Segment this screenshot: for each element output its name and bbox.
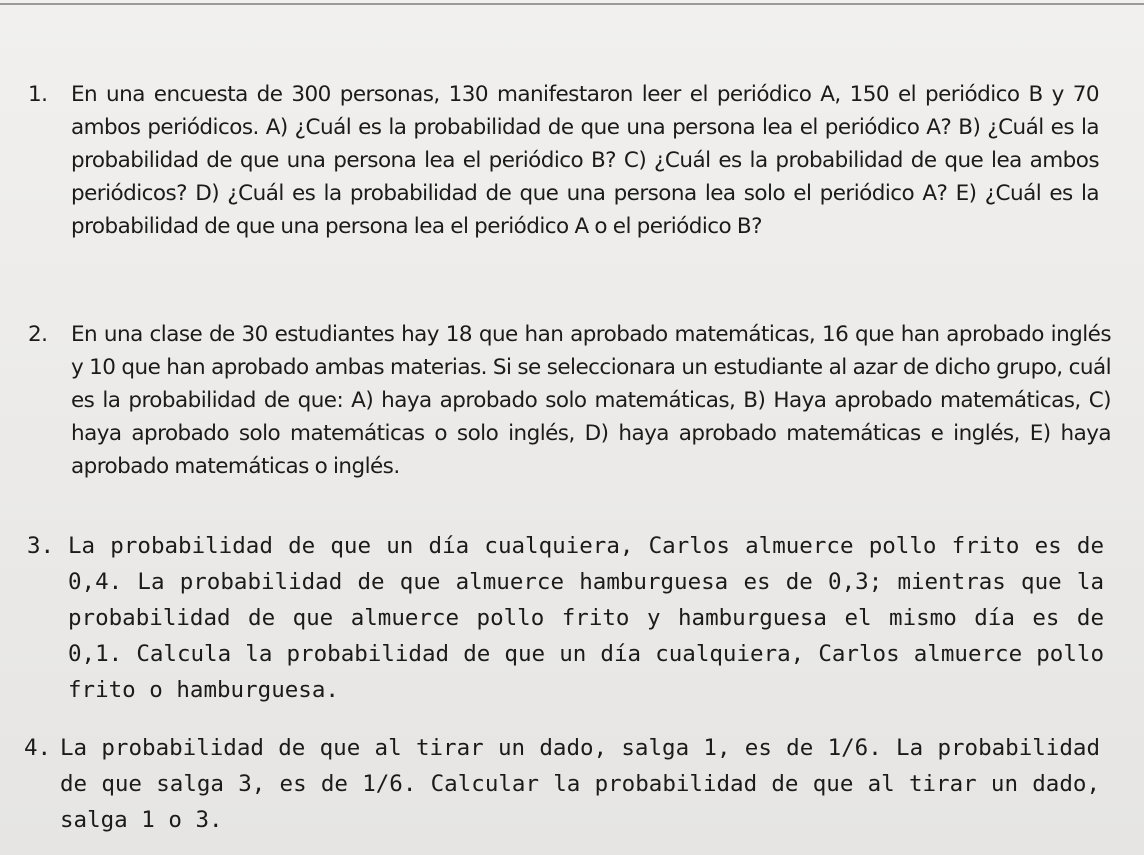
problem-text: La probabilidad de que un día cualquiera, Carlos almuerce pollo frito es de 0,4. La probabilidad de que almuerce hamburguesa es de 0,3; mientras que la probabilidad de que almuerce pollo frito y hamburguesa el mismo día es de 0,1. Calcula la probabilidad de que un día cualquiera, Carlos almuerce pollo frito o hamburguesa.: [68, 533, 1104, 703]
problem-number: 4.: [24, 735, 52, 761]
top-divider: [0, 3, 1144, 5]
problem-number: 1.: [28, 82, 48, 107]
problem-text: En una encuesta de 300 personas, 130 manifestaron leer el periódico A, 150 el periódico B y 70 ambos periódicos. A) ¿Cuál es la probabilidad de que una persona lea el periódico A? B) ¿Cuál es la probabilidad de que una persona lea el periódico B? C) ¿Cuál es la probabilidad de que lea ambos periódicos? D) ¿Cuál es la probabilidad de que una persona lea solo el periódico A? E) ¿Cuál es la probabilidad de que una persona lea el periódico A o el periódico B?: [71, 82, 1099, 239]
problem-text: En una clase de 30 estudiantes hay 18 que han aprobado matemáticas, 16 que han aprobado inglés y 10 que han aprobado ambas materias. Si se seleccionara un estudiante al azar de dicho grupo, cuál es la probabilidad de que: A) haya aprobado solo matemáticas, B) Haya aprobado matemáticas, C) haya aprobado solo matemáticas o solo inglés, D) haya aprobado matemáticas e inglés, E) haya aprobado matemáticas o inglés.: [71, 322, 1111, 479]
problem-number: 3.: [27, 533, 55, 559]
problem-text: La probabilidad de que al tirar un dado, salga 1, es de 1/6. La probabilidad de que salga 3, es de 1/6. Calcular la probabilidad de que al tirar un dado, salga 1 o 3.: [60, 735, 1100, 833]
problem-number: 2.: [28, 322, 48, 347]
